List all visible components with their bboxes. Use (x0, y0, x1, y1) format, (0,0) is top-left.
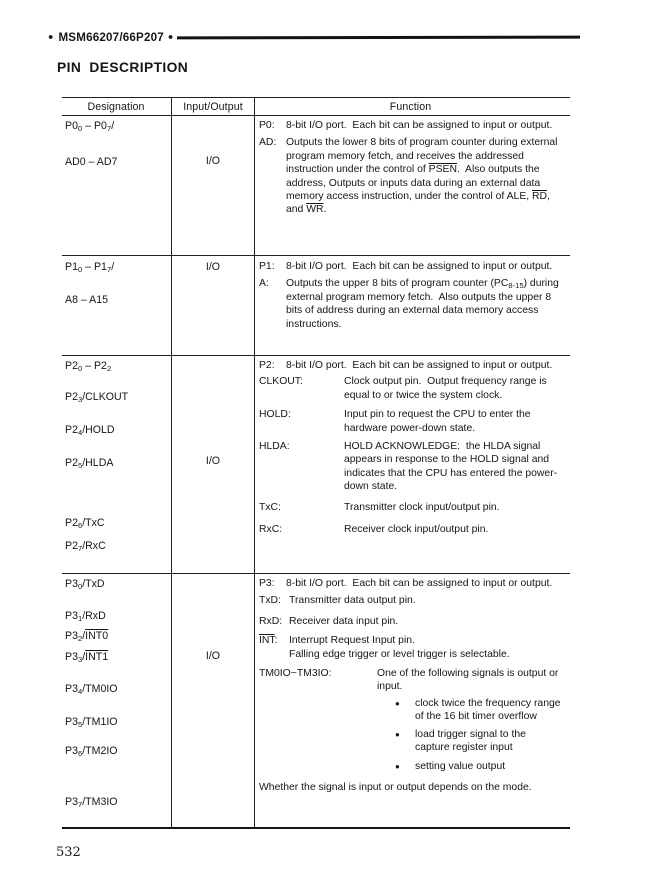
designation-item: $P3_1$/RxD (65, 609, 106, 623)
header-rule (177, 36, 580, 39)
designation-item: $P3_4/TM0IO$ (65, 683, 118, 696)
page-number: 532 (56, 845, 81, 860)
function-label: TxD: (259, 595, 281, 607)
function-text: Receiver clock input/output pin. (344, 524, 489, 536)
designation-item: $P3_2/INT0$ (65, 630, 109, 643)
col-header-function: Function (389, 100, 432, 113)
function-text: 8-bit I/O port. Each bit can be assigned to input or output. (286, 261, 553, 272)
table-row-p1 (62, 256, 570, 356)
table-row-p2 (62, 356, 570, 574)
function-text: clock twice the frequency range of the 16 bit timer overflow (415, 697, 564, 723)
function-text: 8-bit I/O port. Each bit can be assigned to input or output. (286, 578, 553, 589)
function-text: Whether the signal is input or output depends on the mode. (259, 781, 532, 793)
function-block (259, 119, 562, 132)
designation-item: A8 – A15 (65, 293, 109, 306)
io-cell (172, 116, 255, 255)
table-row-p0 (62, 116, 570, 256)
function-text: Outputs the lower 8 bits of program counter during external program memory fetch, and receives the addressed instruction under the control of PSEN. Also outputs the address, Outputs or inputs data during an external data memory access instruction, under the control of ALE, $\overline{RD}$, and $\overline{WR}$. (286, 137, 561, 216)
function-text: load trigger signal to the capture register input (415, 728, 529, 754)
io-cell (172, 356, 255, 573)
io-cell (172, 256, 255, 355)
function-text: Transmitter data output pin. (289, 595, 416, 607)
bullet-icon (395, 760, 400, 773)
function-block (259, 634, 562, 661)
function-block (259, 260, 562, 273)
designation-item: $P2_4$/HOLD (65, 424, 115, 437)
designation-item: $P2_0 - P2_2$ (65, 360, 112, 373)
function-text: Clock output pin. Output frequency range is equal to or twice the system clock. (344, 376, 550, 401)
io-value: I/O (205, 650, 221, 662)
function-block (259, 577, 562, 590)
function-label: P1: (259, 261, 275, 272)
function-bullet-item (259, 728, 562, 755)
function-bullet-item (259, 760, 562, 773)
function-block (259, 359, 562, 372)
designation-item: $P2_7$/RxC (65, 539, 106, 553)
function-block (259, 136, 562, 216)
pin-description-table (62, 97, 570, 829)
bullet-icon (395, 697, 400, 710)
table-header-row (62, 98, 570, 116)
function-text: Interrupt Request Input pin. Falling edge trigger or level trigger is selectable. (289, 635, 510, 660)
function-block (259, 375, 562, 402)
designation-item: $P3_7/TM3IO$ (65, 795, 118, 809)
designation-item: $P2_5$/HLDA (65, 456, 114, 470)
function-label: P3: (259, 578, 275, 589)
designation-item: $P3_3/INT1$ (65, 650, 109, 664)
function-block (259, 615, 562, 628)
function-text: 8-bit I/O port. Each bit can be assigned to input or output. (286, 120, 553, 131)
designation-cell (62, 356, 172, 573)
table-row-p3 (62, 574, 570, 829)
function-text: Input pin to request the CPU to enter the hardware power-down state. (344, 409, 534, 434)
function-label: A: (259, 278, 269, 290)
col-header-input-output: Input/Output (172, 98, 255, 115)
bullet-icon (395, 728, 400, 741)
designation-item: $P2_3$/CLKOUT (65, 390, 129, 404)
function-label: CLKOUT: (259, 376, 303, 388)
page-header (48, 31, 580, 44)
function-label: AD: (259, 137, 277, 149)
function-block (259, 667, 562, 694)
function-cell (255, 356, 570, 573)
function-text: 8-bit I/O port. Each bit can be assigned to input or output. (286, 360, 553, 371)
function-label: RxC: (259, 524, 283, 536)
function-bullet-item (259, 697, 562, 724)
col-header-designation: Designation (62, 98, 172, 115)
function-label: HLDA: (259, 441, 290, 453)
function-text: Receiver data input pin. (289, 615, 399, 627)
function-label: P0: (259, 120, 275, 131)
function-block (259, 781, 562, 794)
function-text: setting value output (415, 761, 506, 773)
function-label: P2: (259, 360, 275, 371)
function-block (259, 594, 562, 607)
designation-cell (62, 256, 172, 355)
function-block (259, 440, 562, 494)
designation-item: $P3_6/TM2IO$ (65, 745, 118, 758)
function-label: $\overline{INT}$: (259, 635, 278, 647)
function-block (259, 277, 562, 331)
function-label: RxD: (259, 615, 283, 627)
function-text: Transmitter clock input/output pin. (344, 501, 500, 513)
bullet-icon: ● (48, 31, 54, 42)
designation-item: $P1_0 - P1_7/$ (65, 261, 115, 274)
function-label: HOLD: (259, 409, 291, 421)
designation-item: $P0_0 - P0_7/$ (65, 120, 115, 133)
bullet-icon: ● (167, 31, 174, 42)
function-label: TxC: (259, 501, 281, 513)
designation-item: $P3_5/TM1IO$ (65, 715, 118, 729)
designation-item: $P2_6$/TxC (65, 517, 105, 530)
function-text: Outputs the upper 8 bits of program counter $(PC_{8-15})$ during external program memory fetch. Also outputs the upper 8 bits of address during an external data memory access instructions. (286, 278, 562, 330)
function-label: TM0IO~TM3IO: (259, 668, 332, 680)
function-text: HOLD ACKNOWLEDGE: the HLDA signal appears in response to the HOLD signal and indicates that the CPU has entered the power-down state. (344, 441, 558, 493)
io-cell (172, 574, 255, 827)
function-cell (255, 256, 570, 355)
designation-item: AD0 – AD7 (65, 155, 118, 168)
io-value: I/O (205, 261, 221, 273)
function-block (259, 408, 562, 435)
function-block (259, 501, 562, 514)
io-value: I/O (205, 155, 221, 167)
document-title: MSM66207/66P207 (58, 31, 164, 44)
function-text: One of the following signals is output or input. (377, 668, 562, 693)
function-cell (255, 574, 570, 827)
designation-item: $P3_0$/TxD (65, 578, 105, 591)
section-title: PIN DESCRIPTION (57, 60, 189, 75)
function-cell (255, 116, 570, 255)
designation-cell (62, 574, 172, 827)
io-value: I/O (205, 455, 221, 467)
function-block (259, 523, 562, 536)
designation-cell (62, 116, 172, 255)
